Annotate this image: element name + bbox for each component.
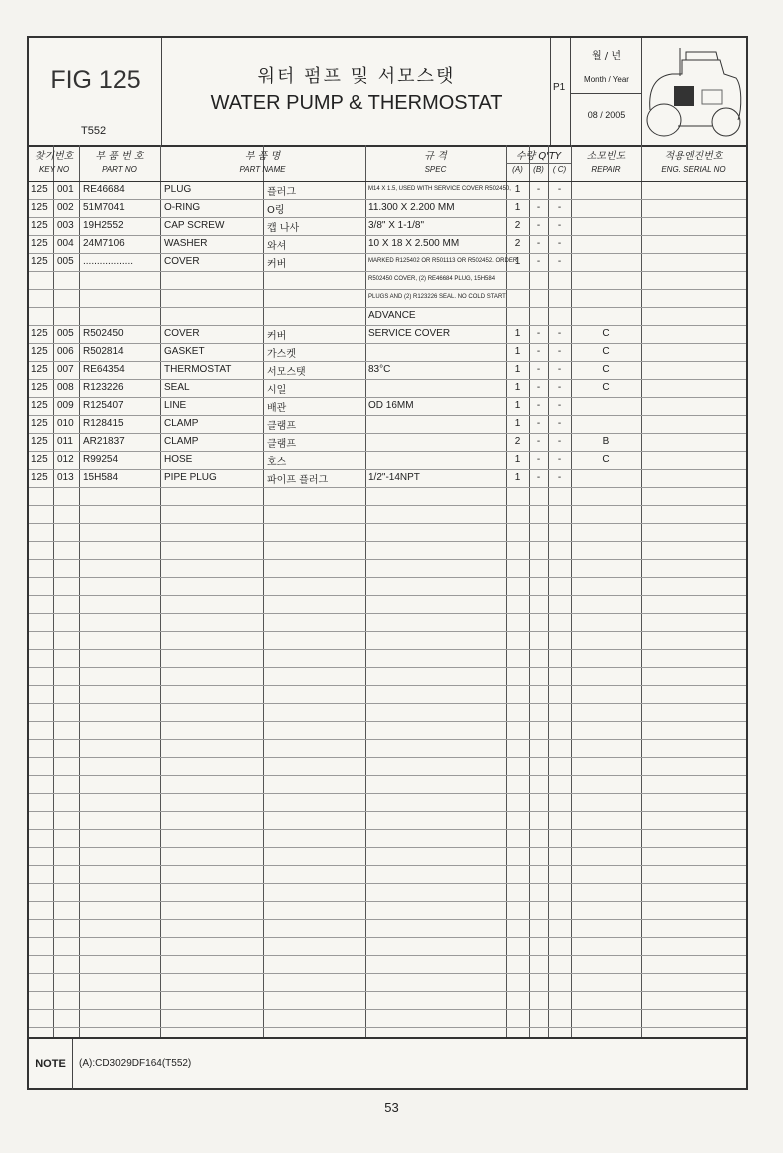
- cell-spec: ADVANCE: [368, 310, 416, 321]
- cell-qa: 1: [514, 382, 521, 393]
- cell-fig: 125: [31, 400, 48, 411]
- note-section: [29, 1037, 746, 1090]
- table-row: [29, 451, 746, 469]
- cell-qc: -: [557, 382, 562, 393]
- table-row: [29, 307, 746, 325]
- qty-b-header: (B): [533, 165, 544, 174]
- cell-qb: -: [536, 328, 541, 339]
- cell-name-en: THERMOSTAT: [164, 364, 232, 375]
- cell-name-en: HOSE: [164, 454, 193, 465]
- date-cell: [571, 38, 642, 145]
- cell-key: 013: [57, 472, 74, 483]
- cell-qb: -: [536, 346, 541, 357]
- cell-part-no: AR21837: [83, 436, 125, 447]
- cell-name-en: WASHER: [164, 238, 208, 249]
- cell-qb: -: [536, 400, 541, 411]
- title-english: WATER PUMP & THERMOSTAT: [210, 92, 503, 114]
- figure-label: FIG 125: [50, 66, 141, 94]
- repair-header-ko: 소모빈도: [586, 151, 626, 162]
- cell-name-ko: 클램프: [267, 421, 296, 432]
- cell-name-ko: 시일: [267, 385, 287, 396]
- page-code: P1: [553, 82, 566, 93]
- date-label-english: Month / Year: [584, 75, 629, 84]
- date-label-korean: 월 / 년: [591, 51, 622, 62]
- cell-fig: 125: [31, 364, 48, 375]
- cell-key: 005: [57, 328, 74, 339]
- cell-name-en: CLAMP: [164, 436, 199, 447]
- table-row: [29, 289, 746, 307]
- parts-catalog-page: [27, 36, 748, 1090]
- note-text: (A):CD3029DF164(T552): [79, 1058, 192, 1069]
- spec-header-ko: 규 격: [424, 151, 447, 162]
- cell-name-ko: 배관: [267, 403, 287, 414]
- table-row: [29, 271, 746, 289]
- cell-name-en: LINE: [164, 400, 187, 411]
- cell-qb: -: [536, 256, 541, 267]
- table-row: [29, 181, 746, 199]
- cell-name-ko: 서모스탯: [267, 367, 306, 378]
- cell-qc: -: [557, 202, 562, 213]
- cell-name-ko: 커버: [267, 259, 287, 270]
- cell-spec: 83°C: [368, 364, 391, 375]
- cell-repair: C: [602, 364, 610, 375]
- cell-key: 011: [57, 436, 73, 447]
- cell-qc: -: [557, 364, 562, 375]
- cell-key: 009: [57, 400, 74, 411]
- cell-part-no: R502814: [83, 346, 124, 357]
- cell-qa: 1: [514, 202, 521, 213]
- cell-qa: 1: [514, 472, 521, 483]
- cell-spec: 1/2"-14NPT: [368, 472, 420, 483]
- parts-table: [29, 145, 746, 1037]
- cell-fig: 125: [31, 238, 48, 249]
- part-no-header-en: PART NO: [102, 165, 137, 174]
- cell-qb: -: [536, 220, 541, 231]
- cell-spec: OD 16MM: [368, 400, 414, 411]
- cell-fig: 125: [31, 202, 48, 213]
- tractor-illustration-cell: [642, 38, 746, 145]
- cell-name-en: PIPE PLUG: [164, 472, 217, 483]
- cell-qb: -: [536, 472, 541, 483]
- date-value: 08 / 2005: [587, 110, 626, 120]
- cell-qc: -: [557, 256, 562, 267]
- cell-qa: 1: [514, 400, 521, 411]
- table-row: [29, 253, 746, 271]
- note-label: NOTE: [29, 1039, 73, 1090]
- cell-fig: 125: [31, 184, 48, 195]
- qty-a-header: (A): [512, 165, 523, 174]
- cell-name-en: SEAL: [164, 382, 190, 393]
- cell-qb: -: [536, 418, 541, 429]
- cell-qc: -: [557, 328, 562, 339]
- cell-name-ko: 가스켓: [267, 349, 296, 360]
- part-name-header-en: PART NAME: [239, 165, 286, 174]
- cell-qc: -: [557, 436, 562, 447]
- cell-key: 010: [57, 418, 74, 429]
- cell-key: 004: [57, 238, 74, 249]
- cell-spec: 10 X 18 X 2.500 MM: [368, 238, 460, 249]
- cell-key: 005: [57, 256, 74, 267]
- cell-qc: -: [557, 418, 562, 429]
- cell-qb: -: [536, 364, 541, 375]
- cell-spec: R502450 COVER, (2) RE46684 PLUG, 15H584: [368, 276, 496, 282]
- cell-fig: 125: [31, 346, 48, 357]
- cell-qc: -: [557, 400, 562, 411]
- cell-fig: 125: [31, 418, 48, 429]
- cell-part-no: RE46684: [83, 184, 125, 195]
- cell-part-no: ..................: [83, 256, 134, 267]
- table-row: [29, 217, 746, 235]
- cell-name-ko: 호스: [267, 457, 287, 468]
- cell-key: 003: [57, 220, 74, 231]
- cell-spec: MARKED R125402 OR R501113 OR R502452. ORDER: [368, 258, 518, 264]
- cell-spec: PLUGS AND (2) R123226 SEAL. NO COLD START: [368, 294, 506, 300]
- page-code-cell: [551, 38, 571, 145]
- cell-qc: -: [557, 238, 562, 249]
- cell-repair: B: [602, 436, 610, 447]
- table-row: [29, 397, 746, 415]
- cell-name-en: GASKET: [164, 346, 205, 357]
- cell-qa: 2: [514, 436, 521, 447]
- cell-qa: 1: [514, 328, 521, 339]
- cell-repair: C: [602, 346, 610, 357]
- cell-qa: 1: [514, 184, 521, 195]
- cell-key: 008: [57, 382, 74, 393]
- cell-name-en: CAP SCREW: [164, 220, 225, 231]
- cell-qb: -: [536, 454, 541, 465]
- serial-header-en: ENG. SERIAL NO: [661, 165, 726, 174]
- cell-key: 002: [57, 202, 74, 213]
- table-row: [29, 235, 746, 253]
- key-header-ko: 찾기번호: [34, 151, 74, 162]
- figure-cell: [29, 38, 162, 145]
- spec-header-en: SPEC: [424, 165, 447, 174]
- repair-header-en: REPAIR: [591, 165, 621, 174]
- title-korean: 워터 펌프 및 서모스탯: [257, 66, 456, 87]
- key-header-en: KEY NO: [38, 165, 70, 174]
- cell-name-ko: 커버: [267, 331, 287, 342]
- cell-qb: -: [536, 382, 541, 393]
- cell-name-ko: 파이프 플러그: [267, 475, 329, 486]
- cell-qb: -: [536, 238, 541, 249]
- serial-header-ko: 적용엔진번호: [664, 151, 723, 162]
- cell-qc: -: [557, 472, 562, 483]
- tractor-icon: [642, 38, 746, 145]
- cell-spec: SERVICE COVER: [368, 328, 451, 339]
- cell-qa: 1: [514, 418, 521, 429]
- cell-part-no: 51M7041: [83, 202, 125, 213]
- cell-name-en: COVER: [164, 328, 200, 339]
- cell-qa: 1: [514, 346, 521, 357]
- cell-qc: -: [557, 346, 562, 357]
- cell-part-no: R128415: [83, 418, 124, 429]
- cell-key: 001: [57, 184, 74, 195]
- cell-name-en: COVER: [164, 256, 200, 267]
- cell-qb: -: [536, 202, 541, 213]
- cell-fig: 125: [31, 220, 48, 231]
- cell-part-no: R502450: [83, 328, 124, 339]
- cell-fig: 125: [31, 472, 48, 483]
- cell-name-ko: 와셔: [267, 241, 287, 252]
- cell-qa: 1: [514, 454, 521, 465]
- cell-part-no: 24M7106: [83, 238, 125, 249]
- cell-repair: C: [602, 382, 610, 393]
- cell-fig: 125: [31, 382, 48, 393]
- cell-name-ko: 플러그: [267, 187, 296, 198]
- cell-key: 007: [57, 364, 74, 375]
- table-row: [29, 415, 746, 433]
- cell-qb: -: [536, 436, 541, 447]
- cell-name-en: PLUG: [164, 184, 192, 195]
- cell-part-no: 19H2552: [83, 220, 124, 231]
- cell-name-ko: O링: [267, 205, 285, 216]
- cell-fig: 125: [31, 454, 48, 465]
- cell-repair: C: [602, 454, 610, 465]
- cell-qb: -: [536, 184, 541, 195]
- page-number: 53: [384, 1100, 399, 1115]
- cell-qa: 1: [514, 364, 521, 375]
- cell-fig: 125: [31, 256, 48, 267]
- cell-name-ko: 클램프: [267, 439, 296, 450]
- table-row: [29, 343, 746, 361]
- qty-c-header: ( C): [552, 165, 567, 174]
- table-row: [29, 433, 746, 451]
- cell-spec: 3/8" X 1-1/8": [368, 220, 425, 231]
- cell-part-no: R125407: [83, 400, 124, 411]
- cell-qa: 2: [514, 220, 521, 231]
- cell-name-ko: 캡 나사: [267, 223, 300, 234]
- cell-part-no: R123226: [83, 382, 124, 393]
- cell-key: 006: [57, 346, 74, 357]
- qty-header: 수량 Q'TY: [515, 151, 562, 162]
- title-cell: [162, 38, 551, 145]
- cell-part-no: 15H584: [83, 472, 119, 483]
- table-row: [29, 199, 746, 217]
- page-header: [29, 38, 746, 147]
- cell-name-en: O-RING: [164, 202, 201, 213]
- cell-qc: -: [557, 220, 562, 231]
- part-no-header-ko: 부 품 번 호: [95, 151, 144, 162]
- cell-qa: 1: [514, 256, 521, 267]
- table-row: [29, 469, 746, 487]
- cell-spec: 11.300 X 2.200 MM: [368, 202, 455, 213]
- table-row: [29, 325, 746, 343]
- cell-qa: 2: [514, 238, 521, 249]
- cell-qc: -: [557, 184, 562, 195]
- table-row: [29, 361, 746, 379]
- cell-part-no: RE64354: [83, 364, 125, 375]
- cell-qc: -: [557, 454, 562, 465]
- cell-fig: 125: [31, 436, 48, 447]
- part-name-header-ko: 부 품 명: [244, 151, 281, 162]
- model-label: T552: [81, 125, 107, 137]
- cell-part-no: R99254: [83, 454, 119, 465]
- cell-repair: C: [602, 328, 610, 339]
- table-row: [29, 379, 746, 397]
- cell-key: 012: [57, 454, 74, 465]
- cell-fig: 125: [31, 328, 48, 339]
- cell-name-en: CLAMP: [164, 418, 199, 429]
- cell-spec: M14 X 1.5, USED WITH SERVICE COVER R502450,: [368, 186, 511, 192]
